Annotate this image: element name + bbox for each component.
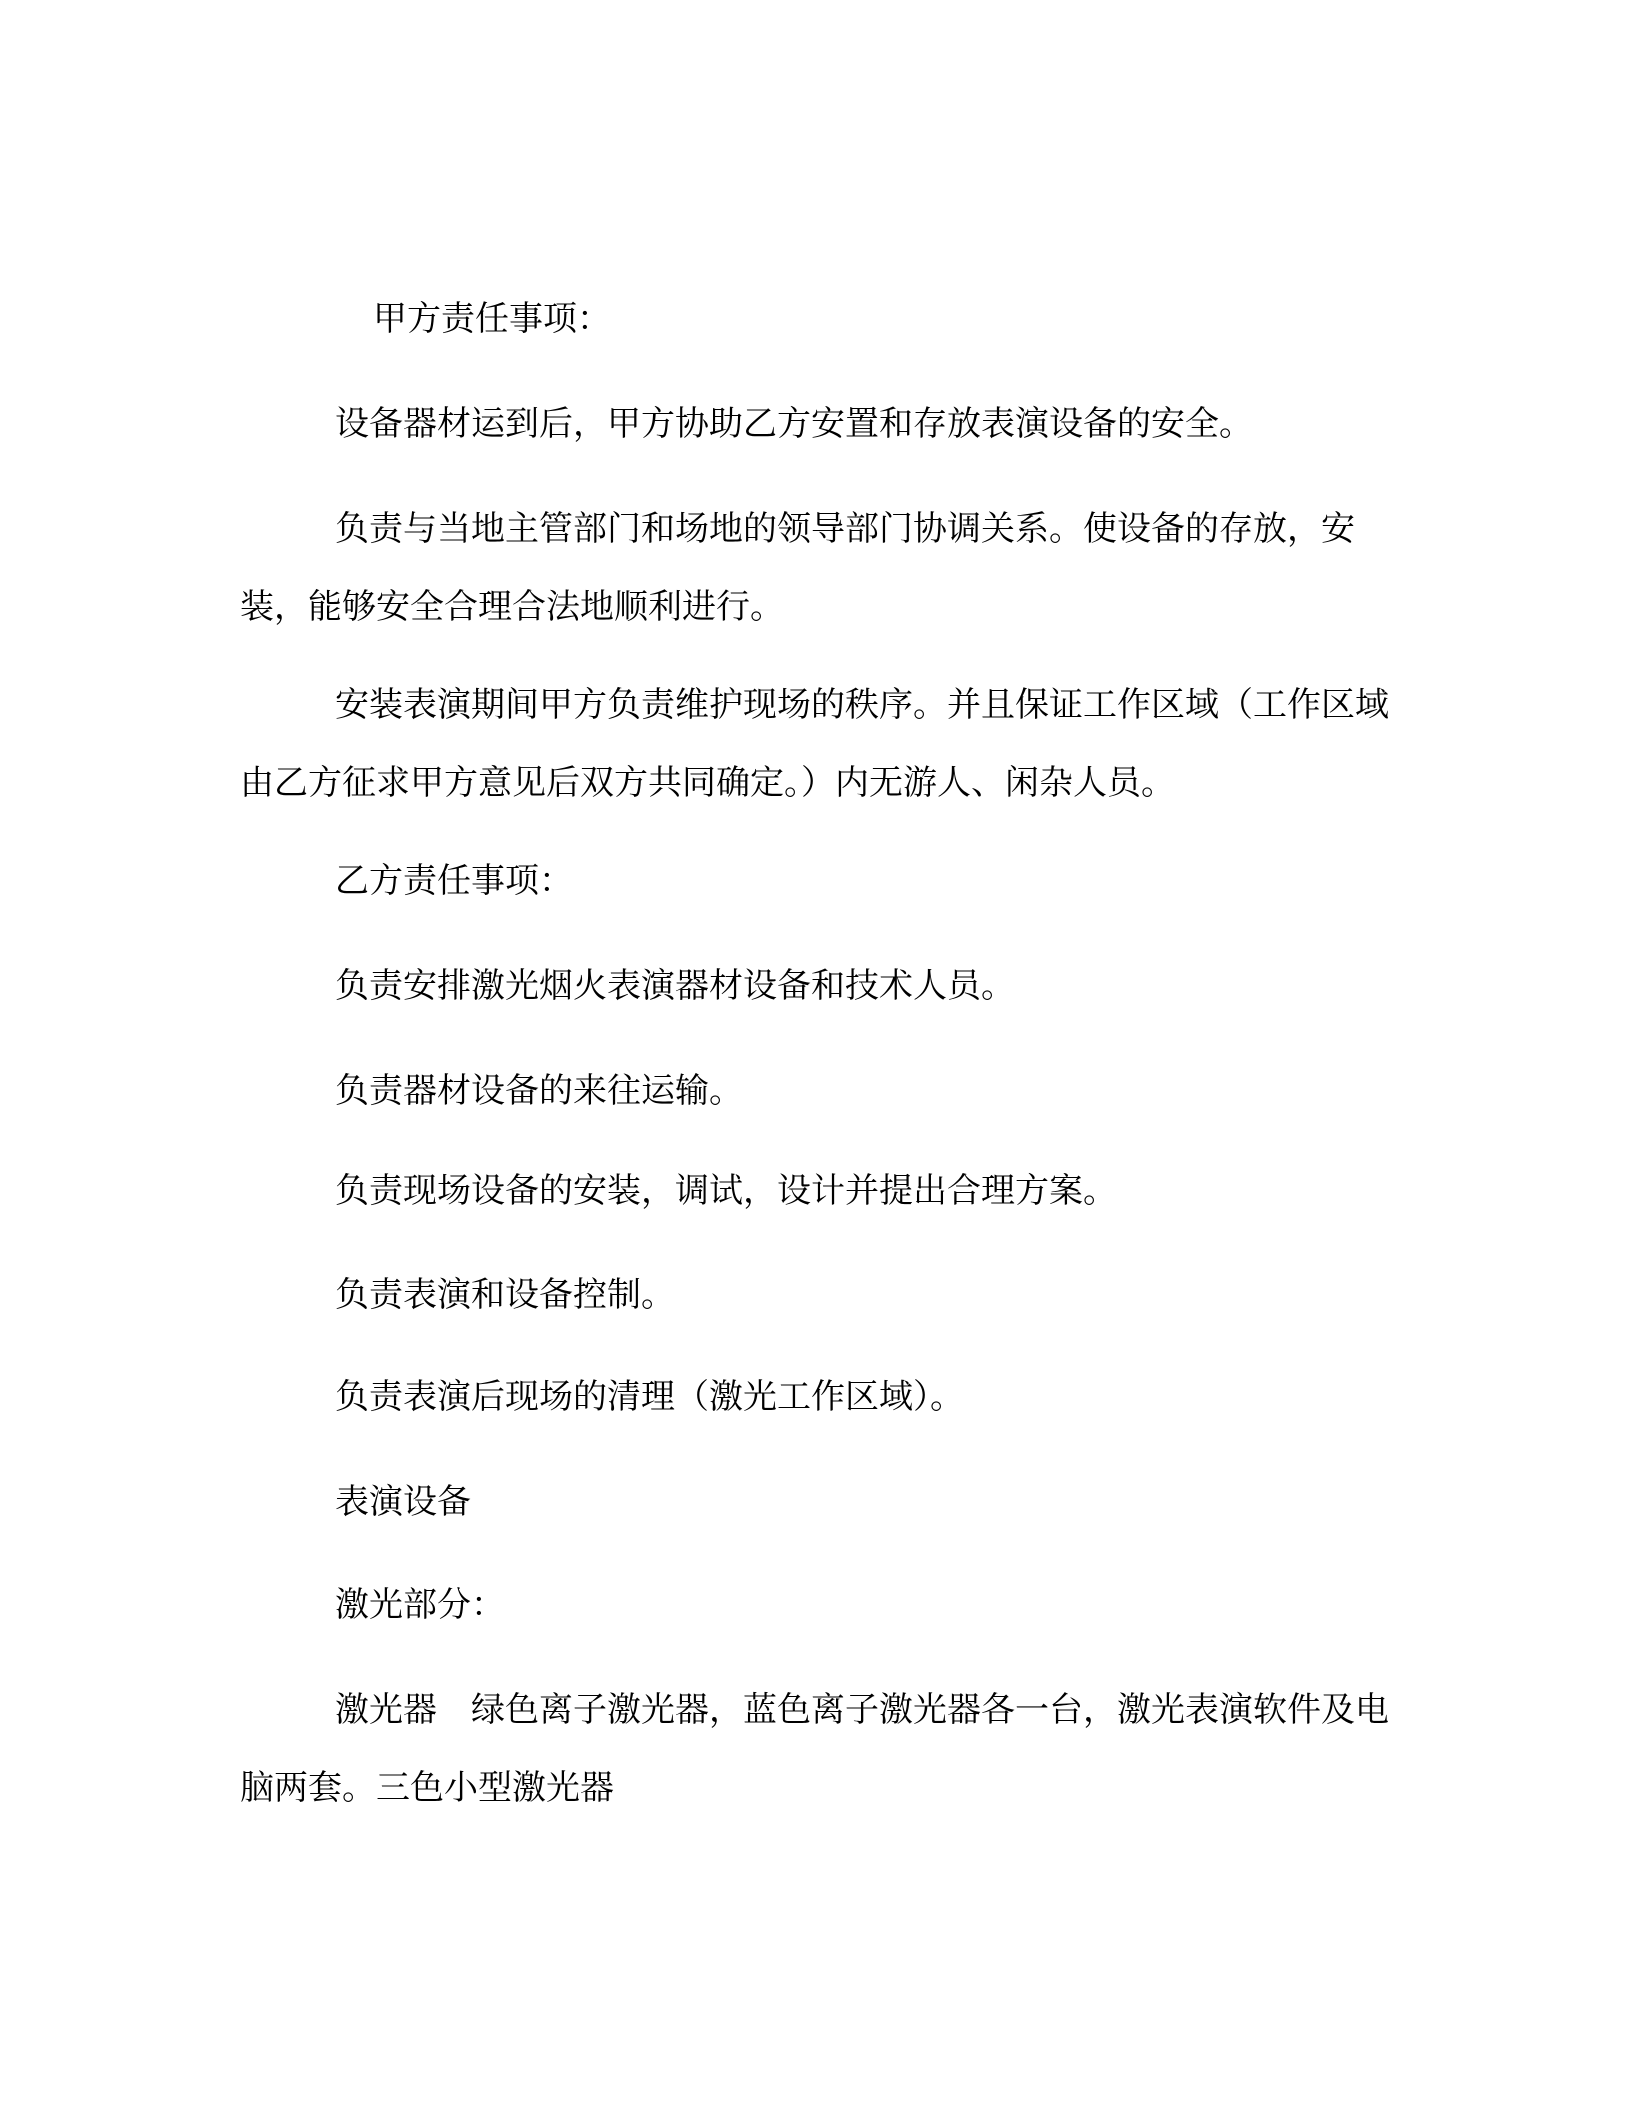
paragraph-laser-list: 激光器 绿色离子激光器，蓝色离子激光器各一台，激光表演软件及电脑两套。三色小型激光器 <box>240 1690 1389 1808</box>
paragraph-coordination: 负责与当地主管部门和场地的领导部门协调关系。使设备的存放，安装，能够安全合理合法地顺利进行。 <box>240 509 1355 627</box>
paragraph-cleanup: 负责表演后现场的清理（激光工作区域）。 <box>335 1377 964 1417</box>
paragraph-transport: 负责器材设备的来往运输。 <box>335 1071 743 1111</box>
paragraph-installation: 负责现场设备的安装，调试，设计并提出合理方案。 <box>335 1171 1117 1211</box>
paragraph-site-order: 安装表演期间甲方负责维护现场的秩序。并且保证工作区域（工作区域由乙方征求甲方意见后双方共同确定。）内无游人、闲杂人员。 <box>240 685 1389 803</box>
paragraph-equipment-arrival: 设备器材运到后，甲方协助乙方安置和存放表演设备的安全。 <box>335 404 1253 444</box>
heading-performance-equipment: 表演设备 <box>335 1482 471 1522</box>
paragraph-performance-control: 负责表演和设备控制。 <box>335 1275 675 1315</box>
heading-party-b-responsibilities: 乙方责任事项： <box>335 861 573 901</box>
heading-laser-section: 激光部分： <box>335 1585 505 1625</box>
heading-party-a-responsibilities: 甲方责任事项： <box>373 299 611 339</box>
paragraph-arrange-equipment: 负责安排激光烟火表演器材设备和技术人员。 <box>335 966 1015 1006</box>
